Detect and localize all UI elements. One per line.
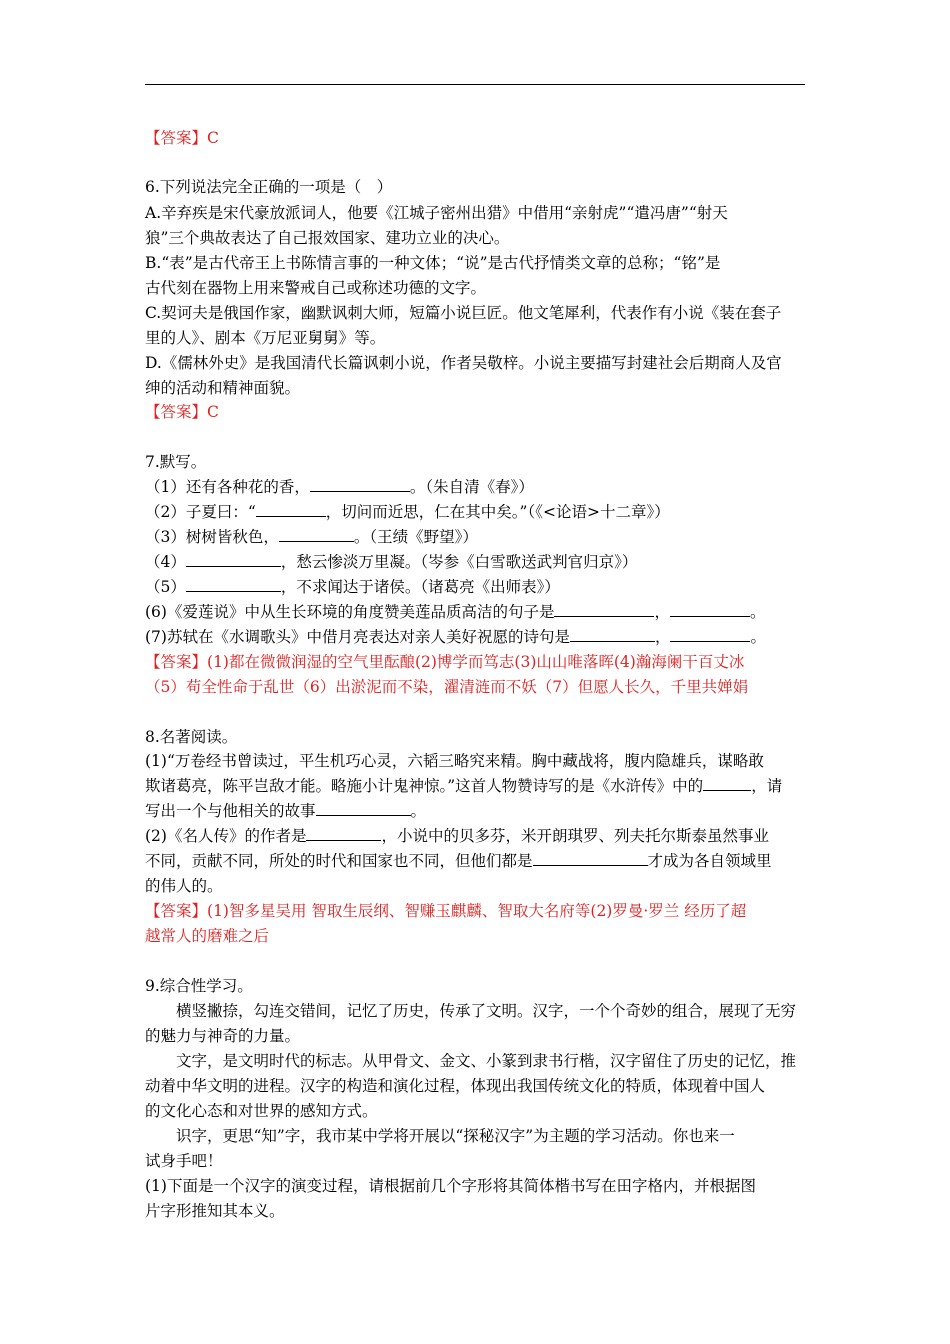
- q6-line: 狼”三个典故表达了自己报效国家、建功立业的决心。: [145, 229, 510, 247]
- q8-line: 写出一个与他相关的故事 。: [145, 802, 427, 820]
- q7-item-5: （5） ，不求闻达于诸侯。（诸葛亮《出师表》）: [145, 578, 560, 596]
- q9-paragraph: 的魅力与神奇的力量。: [145, 1027, 301, 1045]
- q9-paragraph: 动着中华文明的进程。汉字的构造和演化过程，体现出我国传统文化的特质，体现着中国人: [145, 1077, 766, 1095]
- q8-stem: 8.名著阅读。: [145, 728, 238, 746]
- q6-line: 古代刻在器物上用来警戒自己或称述功德的文字。: [145, 279, 487, 297]
- q6-line: 绅的活动和精神面貌。: [145, 379, 301, 397]
- q9-paragraph: 的文化心态和对世界的感知方式。: [145, 1102, 378, 1120]
- q7-item-1: （1）还有各种花的香， 。（朱自清《春》）: [145, 478, 534, 496]
- q7-item-4: （4） ，愁云惨淡万里凝。（岑参《白雪歌送武判官归京》）: [145, 553, 638, 571]
- q9-paragraph: 片字形推知其本义。: [145, 1202, 285, 1220]
- answer-blank[interactable]: [186, 552, 281, 567]
- answer-q8-cont: 越常人的磨难之后: [145, 927, 270, 945]
- q6-line: C.契诃夫是俄国作家，幽默讽刺大师，短篇小说巨匠。他文笔犀利，代表作有小说《装在套子: [145, 304, 782, 322]
- answer-blank[interactable]: [670, 602, 750, 617]
- q8-line: 欺诸葛亮，陈平岂敌才能。略施小计鬼神惊。”这首人物赞诗写的是《水浒传》中的 ，请: [145, 777, 783, 795]
- q9-paragraph: (1)下面是一个汉字的演变过程，请根据前几个字形将其简体楷书写在田字格内，并根据图: [145, 1177, 756, 1195]
- q8-line: (2)《名人传》的作者是 ，小说中的贝多芬，米开朗琪罗、列夫托尔斯泰虽然事业: [145, 827, 769, 845]
- q6-stem: 6.下列说法完全正确的一项是（ ）: [145, 178, 393, 196]
- q9-paragraph: 识字，更思“知”字，我市某中学将开展以“探秘汉字”为主题的学习活动。你也来一: [176, 1127, 735, 1145]
- q8-line: 的伟人的。: [145, 877, 223, 895]
- answer-blank[interactable]: [316, 801, 411, 816]
- answer-blank[interactable]: [570, 627, 655, 642]
- q7-item-2: （2）子夏曰：“ ，切问而近思，仁在其中矣。”（《<论语>十二章》）: [145, 503, 670, 521]
- answer-blank[interactable]: [554, 602, 654, 617]
- q7-item-6: (6)《爱莲说》中从生长环境的角度赞美莲品质高洁的句子是 ， 。: [145, 603, 766, 621]
- q8-line: (1)“万卷经书曾读过，平生机巧心灵，六韬三略究来精。胸中藏战将，腹内隐雄兵，谋略敢: [145, 752, 764, 770]
- q6-line: D.《儒林外史》是我国清代长篇讽刺小说，作者吴敬梓。小说主要描写封建社会后期商人及官: [145, 354, 782, 372]
- answer-blank[interactable]: [533, 851, 648, 866]
- answer-q6: 【答案】C: [145, 403, 219, 421]
- q9-paragraph: 横竖撇捺，勾连交错间，记忆了历史，传承了文明。汉字，一个个奇妙的组合，展现了无穷: [176, 1002, 797, 1020]
- answer-blank[interactable]: [310, 477, 410, 492]
- answer-q7-cont: （5）苟全性命于乱世（6）出淤泥而不染，濯清涟而不妖（7）但愿人长久，千里共婵娟: [145, 678, 749, 696]
- q7-item-3: （3）树树皆秋色， 。（王绩《野望》）: [145, 528, 478, 546]
- answer-blank[interactable]: [670, 627, 750, 642]
- header-rule: [145, 84, 805, 85]
- answer-blank[interactable]: [256, 502, 326, 517]
- answer-q8: 【答案】(1)智多星吴用 智取生辰纲、智赚玉麒麟、智取大名府等(2)罗曼·罗兰 经历了超: [145, 902, 747, 920]
- q6-line: B.“表”是古代帝王上书陈情言事的一种文体；“说”是古代抒情类文章的总称；“铭”是: [145, 254, 721, 272]
- q9-paragraph: 文字，是文明时代的标志。从甲骨文、金文、小篆到隶书行楷，汉字留住了历史的记忆，推: [176, 1052, 797, 1070]
- answer-q5: 【答案】C: [145, 129, 219, 147]
- q8-line: 不同，贡献不同，所处的时代和国家也不同，但他们都是 才成为各自领域里: [145, 852, 772, 870]
- q7-item-7: (7)苏轼在《水调歌头》中借月亮表达对亲人美好祝愿的诗句是 ， 。: [145, 628, 766, 646]
- answer-blank[interactable]: [186, 577, 281, 592]
- q6-line: 里的人》、剧本《万尼亚舅舅》等。: [145, 329, 386, 347]
- q9-paragraph: 试身手吧！: [145, 1152, 223, 1170]
- answer-blank[interactable]: [703, 776, 751, 791]
- q7-stem: 7.默写。: [145, 453, 207, 471]
- answer-q7: 【答案】(1)都在微微润湿的空气里酝酿(2)博学而笃志(3)山山唯落晖(4)瀚海阑干百丈冰: [145, 653, 745, 671]
- answer-blank[interactable]: [279, 527, 354, 542]
- q9-stem: 9.综合性学习。: [145, 977, 253, 995]
- q6-line: A.辛弃疾是宋代豪放派词人，他要《江城子密州出猎》中借用“亲射虎”“遣冯唐”“射天: [145, 204, 728, 222]
- answer-blank[interactable]: [306, 826, 381, 841]
